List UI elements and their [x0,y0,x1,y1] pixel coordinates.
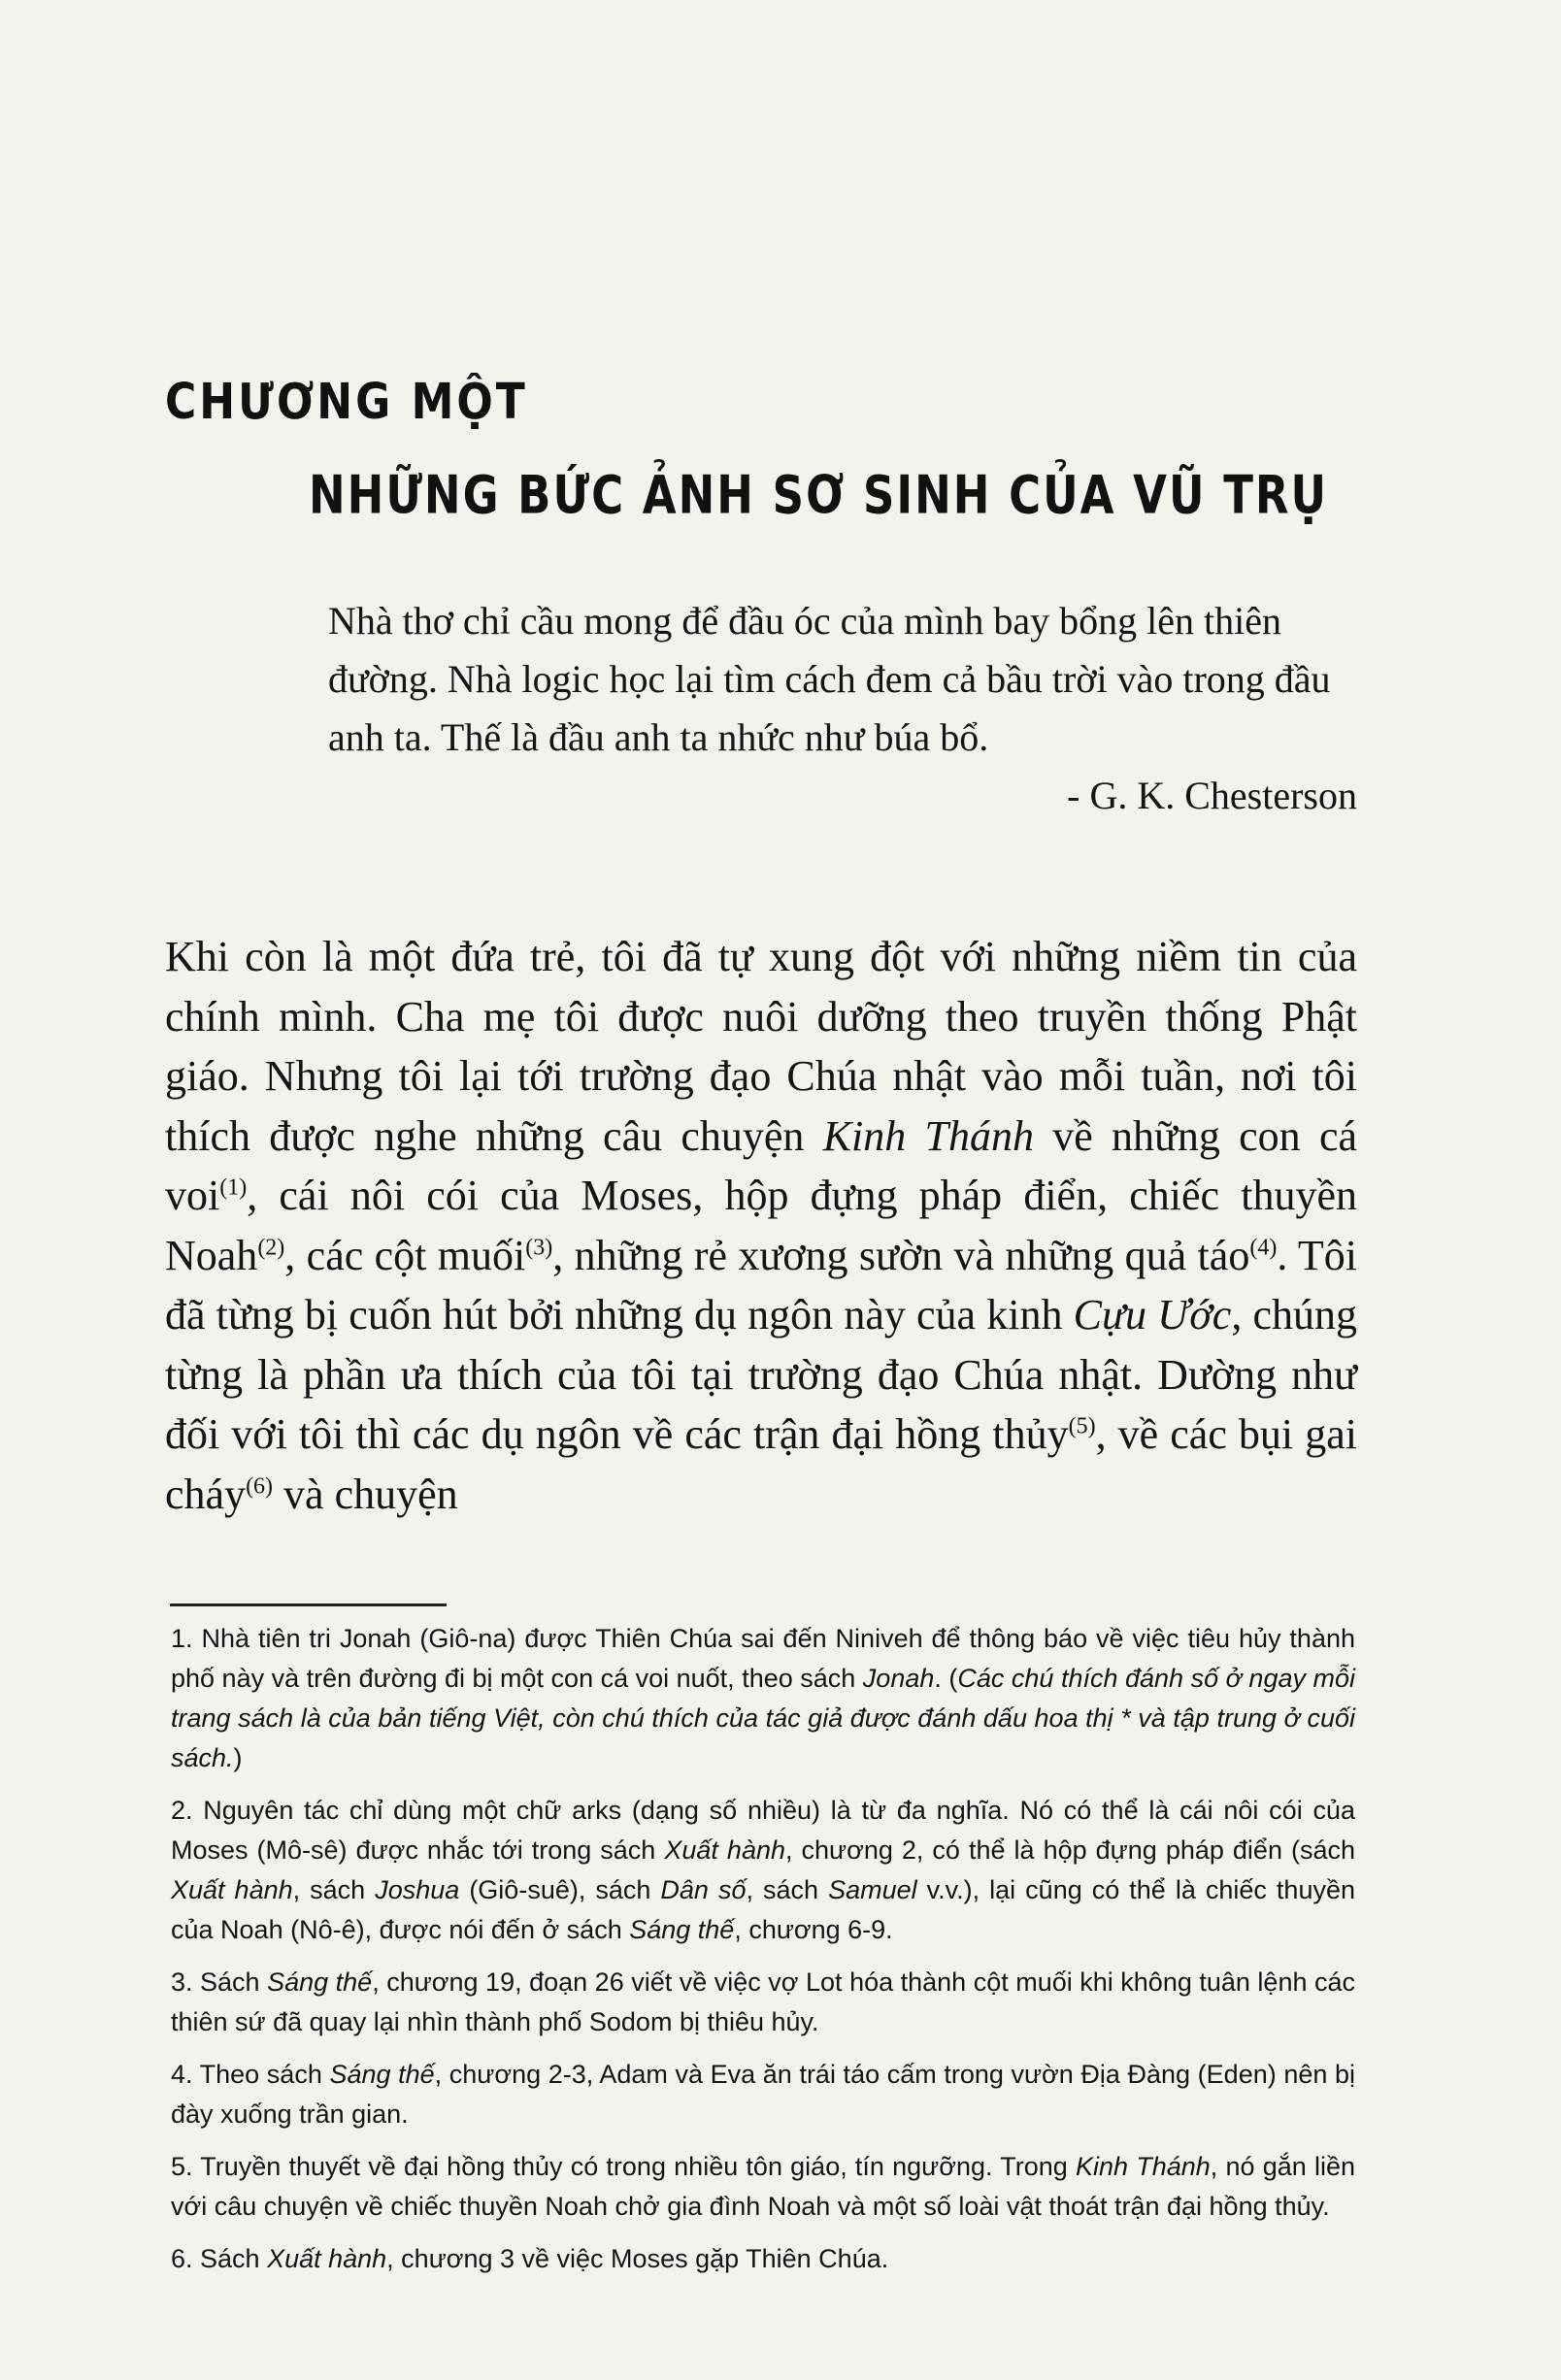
fn-text: , chương 19, đoạn 26 viết về việc vợ Lot hóa thành cột muối khi không tuân lệnh các thiên sứ đã quay lại nhìn thành phố Sodom bị thiêu hủy. [171,1967,1356,2036]
footnote-ref-3: (3) [525,1234,553,1260]
main-paragraph [165,927,1357,1524]
text-run: , cái nôi cói của Moses, hộp đựng pháp điển, chiếc thuyền Noah [165,1172,1357,1279]
footnote-ref-5: (5) [1068,1413,1096,1439]
text-run: Khi còn là một đứa trẻ, tôi đã tự xung đột với những niềm tin của chính mình. Cha mẹ tôi được nuôi dưỡng theo truyền thống Phật giáo. Nhưng tôi lại tới trường đạo Chúa nhật vào mỗi tuần, nơi tôi thích được nghe những câu chuyện [165,933,1357,1160]
chapter-title: NHỮNG BỨC ẢNH SƠ SINH CỦA VŨ TRỤ [309,464,1329,526]
fn-text: , sách [746,1875,829,1904]
italic-title: Cựu Ước [1073,1291,1232,1339]
fn-text: , chương 2, có thể là hộp đựng pháp điển (sách [785,1835,1356,1865]
fn-italic: Xuất hành [267,2244,387,2273]
fn-text: . ( [934,1664,958,1693]
footnote-divider [170,1603,447,1606]
fn-italic: Joshua [375,1875,460,1904]
fn-text: (Giô-suê), sách [459,1875,661,1904]
footnote-6 [171,2239,1355,2279]
fn-text: 4. Theo sách [171,2060,330,2089]
footnote-ref-2: (2) [257,1234,285,1260]
fn-italic: Xuất hành [664,1835,785,1865]
fn-italic: Sáng thế [267,1967,373,1997]
fn-text: , chương 6-9. [734,1915,893,1944]
fn-text: 3. Sách [171,1967,268,1997]
text-run: và chuyện [273,1470,458,1518]
text-run: , những rẻ xương sườn và những quả táo [552,1231,1250,1279]
fn-text: , chương 2-3, Adam và Eva ăn trái táo cấm trong vườn Địa Đàng (Eden) nên bị đày xuống trần gian. [171,2060,1356,2129]
fn-italic: Sáng thế [629,1915,735,1944]
footnote-3 [171,1963,1355,2042]
fn-text: v.v.), lại cũng có thể là chiếc thuyền của Noah (Nô-ê), được nói đến ở sách [171,1875,1355,1944]
text-run: , các cột muối [284,1231,526,1279]
fn-italic: Jonah [862,1664,935,1693]
fn-text: 6. Sách [171,2244,268,2273]
epigraph-author: - G. K. Chesterson [1067,774,1357,817]
chapter-label: CHƯƠNG MỘT [165,374,528,431]
fn-text: 5. Truyền thuyết về đại hồng thủy có trong nhiều tôn giáo, tín ngưỡng. Trong [171,2152,1076,2181]
epigraph [328,592,1357,825]
epigraph-quote: Nhà thơ chỉ cầu mong để đầu óc của mình bay bổng lên thiên đường. Nhà logic học lại tìm cách đem cả bầu trời vào trong đầu anh ta. Thế là đầu anh ta nhức như búa bổ. [328,599,1331,759]
fn-text: 2. Nguyên tác chỉ dùng một chữ arks (dạng số nhiều) là từ đa nghĩa. Nó có thể là cái nôi cói của Moses (Mô-sê) được nhắc tới trong sách [171,1796,1355,1865]
text-run: . Tôi đã từng bị cuốn hút bởi những dụ ngôn này của kinh [165,1231,1358,1339]
footnote-4 [171,2055,1355,2134]
paragraph-text [165,927,1357,1524]
fn-italic: Sáng thế [329,2060,435,2089]
fn-italic: Xuất hành [171,1875,293,1904]
footnotes [171,1619,1355,2292]
footnote-ref-6: (6) [246,1472,274,1499]
footnote-2 [171,1791,1355,1950]
fn-text: 1. Nhà tiên tri Jonah (Giô-na) được Thiên Chúa sai đến Niniveh để thông báo về việc tiêu hủy thành phố này và trên đường đi bị một con cá voi nuốt, theo sách [171,1624,1355,1693]
fn-text: , chương 3 về việc Moses gặp Thiên Chúa. [386,2244,889,2273]
footnote-1 [171,1619,1355,1778]
fn-italic: Kinh Thánh [1075,2152,1211,2181]
fn-italic: Dân số [660,1875,747,1904]
footnote-ref-1: (1) [219,1174,248,1201]
fn-text: ) [233,1743,243,1772]
text-run: , về các bụi gai cháy [165,1410,1357,1518]
text-run: , chúng từng là phần ưa thích của tôi tại trường đạo Chúa nhật. Dường như đối với tôi thì các dụ ngôn về các trận đại hồng thủy [165,1291,1357,1458]
italic-title: Kinh Thánh [822,1111,1034,1160]
fn-italic: Samuel [828,1875,917,1904]
fn-text: , nó gắn liền với câu chuyện về chiếc thuyền Noah chở gia đình Noah và một số loài vật thoát trận đại hồng thủy. [171,2152,1355,2221]
fn-italic: Các chú thích đánh số ở ngay mỗi trang sách là của bản tiếng Việt, còn chú thích của tác giả được đánh dấu hoa thị * và tập trung ở cuối sách. [171,1664,1355,1772]
text-run: về những con cá voi [165,1111,1358,1219]
footnote-5 [171,2147,1355,2227]
footnote-ref-4: (4) [1249,1234,1278,1260]
fn-text: , sách [292,1875,376,1904]
